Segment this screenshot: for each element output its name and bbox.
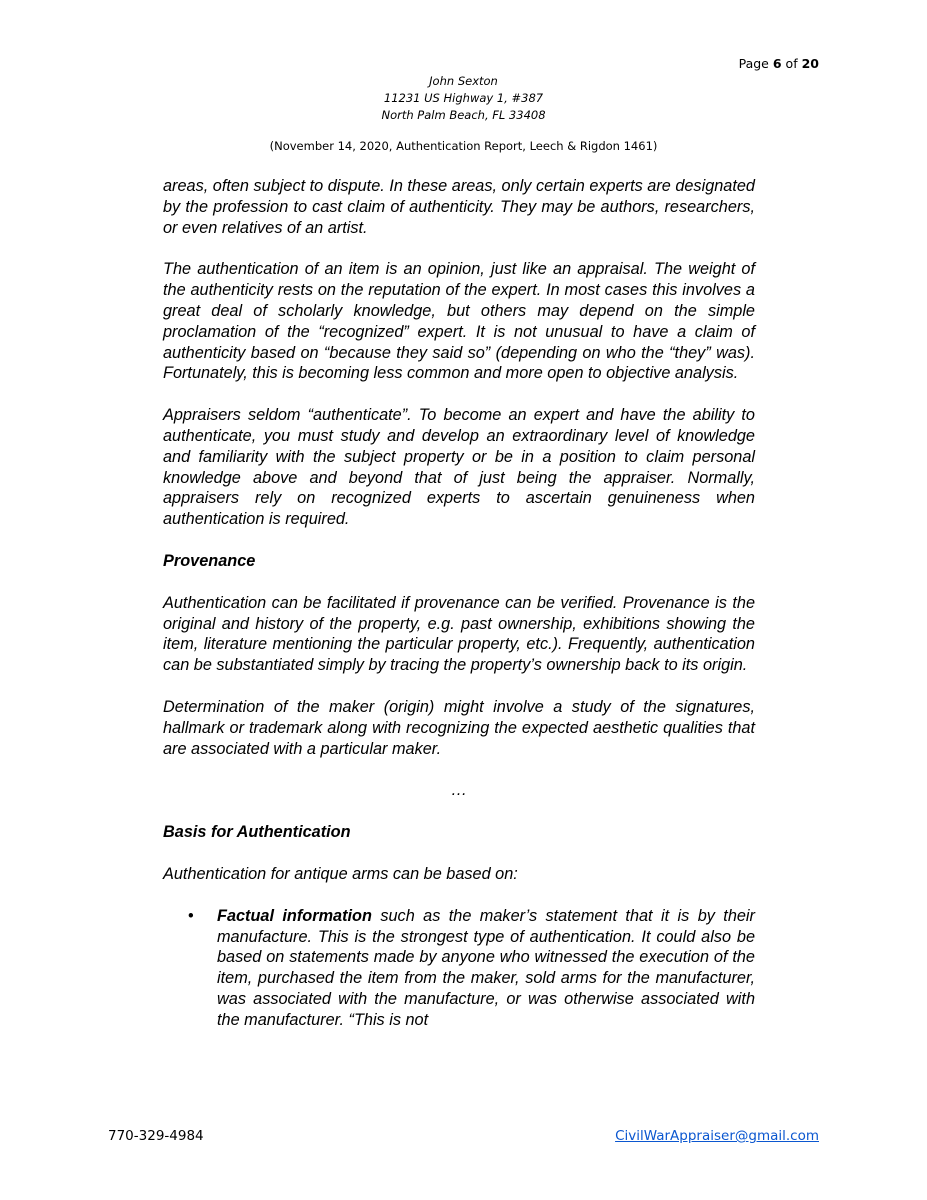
bullet-text: such as the maker’s statement that it is by their manufacture. This is the strongest type of authentication. It could also be based on statements made by anyone who witnessed the execution of the item, purchased the item from the maker, sold arms for the manufacturer, was associated with the manufacture, or was otherwise associated with the manufacturer. “This is not <box>217 906 755 1029</box>
letterhead <box>0 73 927 124</box>
paragraph: The authentication of an item is an opinion, just like an appraisal. The weight of the authenticity rests on the reputation of the expert. In most cases this involves a great deal of scholarly knowledge, but others may depend on the simple proclamation of the “recognized” expert. It is not unusual to have a claim of authenticity based on “because they said so” (depending on who the “they” was). Fortunately, this is becoming less common and more open to objective analysis. <box>163 260 755 383</box>
section-heading-provenance: Provenance <box>163 551 256 570</box>
author-name: John Sexton <box>429 74 498 88</box>
paragraph: Appraisers seldom “authenticate”. To become an expert and have the ability to authenticate, you must study and develop an extraordinary level of knowledge and familiarity with the subject property or be in a position to claim personal knowledge above and beyond that of just being the appraiser. Normally, appraisers rely on recognized experts to ascertain genuineness when authentication is required. <box>163 406 755 529</box>
page-number: Page 6 of 20 <box>738 56 819 71</box>
bullet-term: Factual information <box>217 906 372 925</box>
paragraph: Authentication for antique arms can be based on: <box>163 864 518 883</box>
report-reference: (November 14, 2020, Authentication Report, Leech & Rigdon 1461) <box>269 139 658 153</box>
paragraph: Determination of the maker (origin) might involve a study of the signatures, hallmark or trademark along with recognizing the expected aesthetic qualities that are associated with a particular maker. <box>163 697 755 758</box>
paragraph: Authentication can be facilitated if provenance can be verified. Provenance is the original and history of the property, e.g. past ownership, exhibitions showing the item, literature mentioning the particular property, etc.). Frequently, authentication can be substantiated simply by tracing the property’s ownership back to its origin. <box>163 593 755 675</box>
section-heading-basis: Basis for Authentication <box>163 823 351 842</box>
list-item <box>163 906 755 1031</box>
omission-ellipsis: … <box>450 781 468 800</box>
document-body <box>163 176 755 1031</box>
bullet-icon: • <box>188 906 194 925</box>
footer-phone: 770-329-4984 <box>108 1128 204 1144</box>
paragraph: areas, often subject to dispute. In these areas, only certain experts are designated by the profession to cast claim of authenticity. They may be authors, researchers, or even relatives of an artist. <box>163 177 755 237</box>
current-page: 6 <box>772 56 782 71</box>
bullet-list <box>163 906 755 1031</box>
total-pages: 20 <box>801 56 819 71</box>
footer-email-link[interactable]: CivilWarAppraiser@gmail.com <box>615 1128 819 1144</box>
address-line-1: 11231 US Highway 1, #387 <box>383 91 544 105</box>
address-line-2: North Palm Beach, FL 33408 <box>381 108 546 122</box>
